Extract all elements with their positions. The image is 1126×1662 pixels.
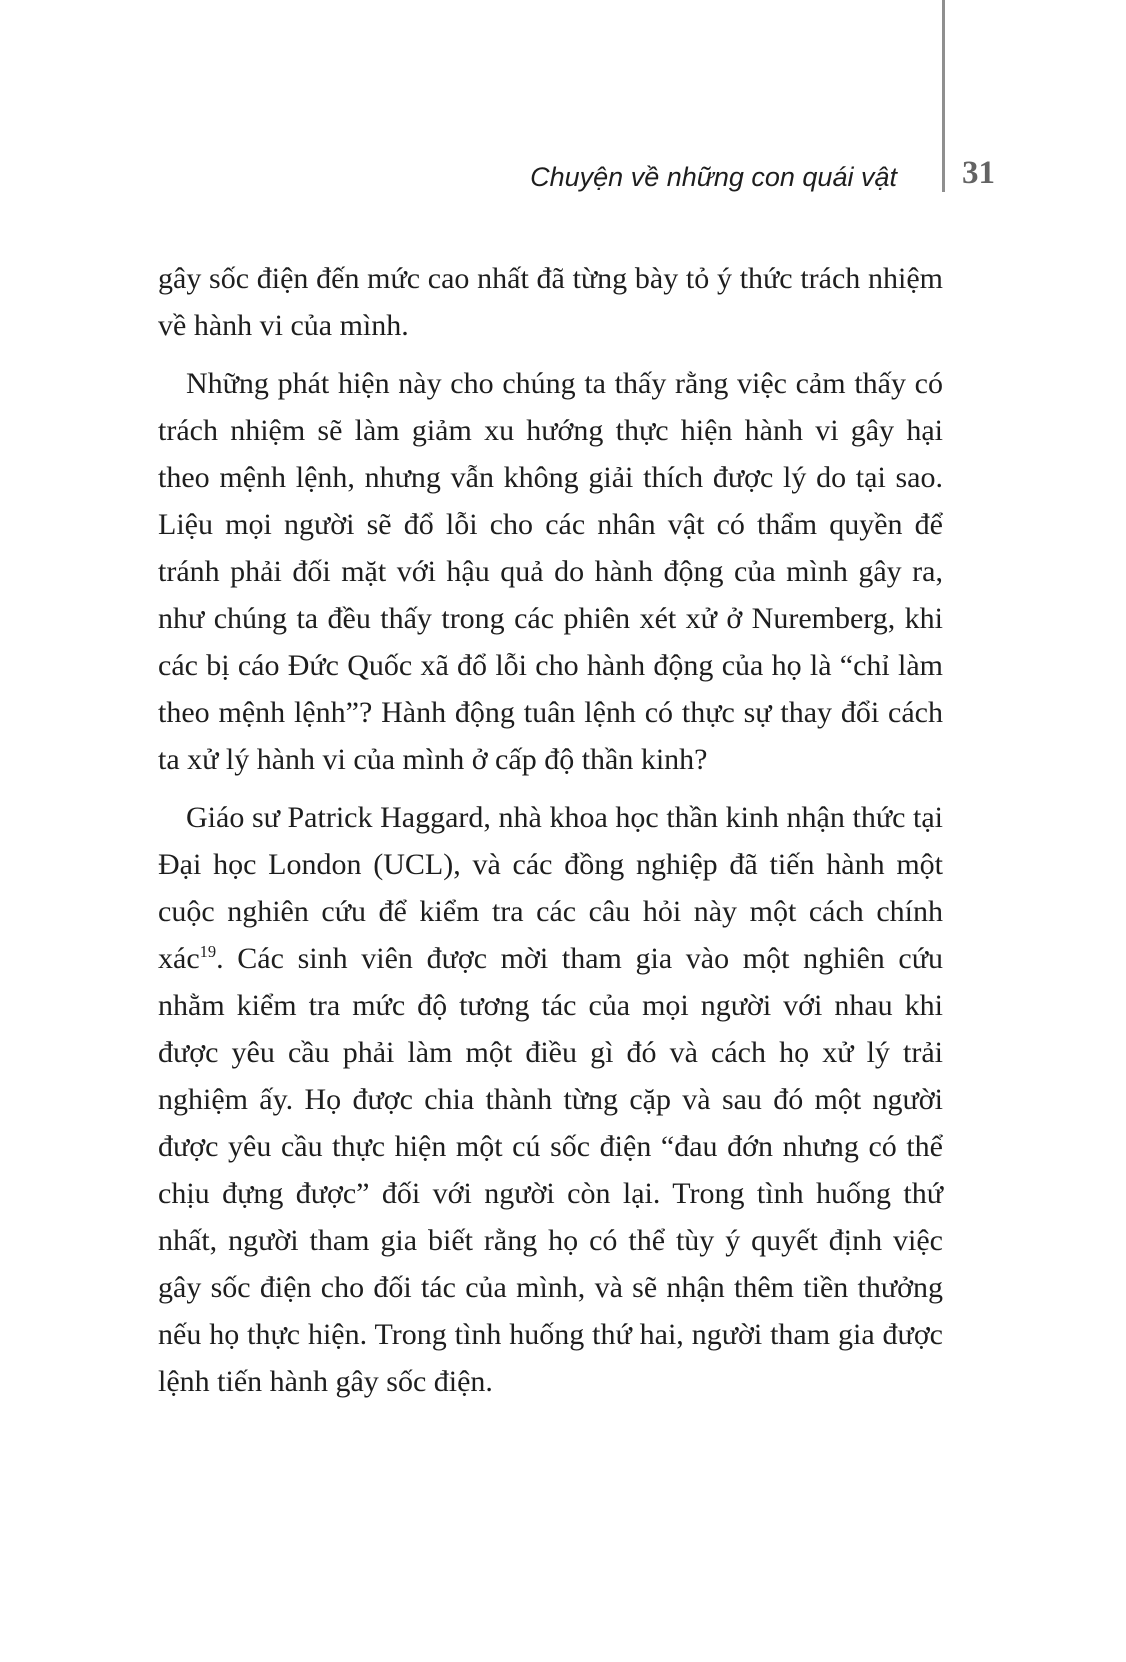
paragraph-3-text-after-footnote: . Các sinh viên được mời tham gia vào một nghiên cứu nhằm kiểm tra mức độ tương tác của mọi người với nhau khi được yêu cầu phải làm một điều gì đó và cách họ xử lý trải nghiệm ấy. Họ được chia thành từng cặp và sau đó một người được yêu cầu thực hiện một cú sốc điện “đau đớn nhưng có thể chịu đựng được” đối với người còn lại. Trong tình huống thứ nhất, người tham gia biết rằng họ có thể tùy ý quyết định việc gây sốc điện cho đối tác của mình, và sẽ nhận thêm tiền thưởng nếu họ thực hiện. Trong tình huống thứ hai, người tham gia được lệnh tiến hành gây sốc điện. — [158, 942, 943, 1398]
paragraph-2: Những phát hiện này cho chúng ta thấy rằng việc cảm thấy có trách nhiệm sẽ làm giảm xu hướng thực hiện hành vi gây hại theo mệnh lệnh, nhưng vẫn không giải thích được lý do tại sao. Liệu mọi người sẽ đổ lỗi cho các nhân vật có thẩm quyền để tránh phải đối mặt với hậu quả do hành động của mình gây ra, như chúng ta đều thấy trong các phiên xét xử ở Nuremberg, khi các bị cáo Đức Quốc xã đổ lỗi cho hành động của họ là “chỉ làm theo mệnh lệnh”? Hành động tuân lệnh có thực sự thay đổi cách ta xử lý hành vi của mình ở cấp độ thần kinh? — [158, 367, 943, 776]
body-text — [158, 255, 943, 1416]
page-number: 31 — [962, 155, 995, 191]
paragraph-3 — [158, 794, 943, 1405]
paragraph-3-text-before-footnote: Giáo sư Patrick Haggard, nhà khoa học thần kinh nhận thức tại Đại học London (UCL), và các đồng nghiệp đã tiến hành một cuộc nghiên cứu để kiểm tra các câu hỏi này một cách chính xác — [158, 801, 943, 975]
running-header-title: Chuyện về những con quái vật — [530, 162, 897, 192]
paragraph-1: gây sốc điện đến mức cao nhất đã từng bày tỏ ý thức trách nhiệm về hành vi của mình. — [158, 262, 943, 342]
footnote-reference: 19 — [199, 942, 217, 961]
header-vertical-rule — [942, 0, 945, 192]
